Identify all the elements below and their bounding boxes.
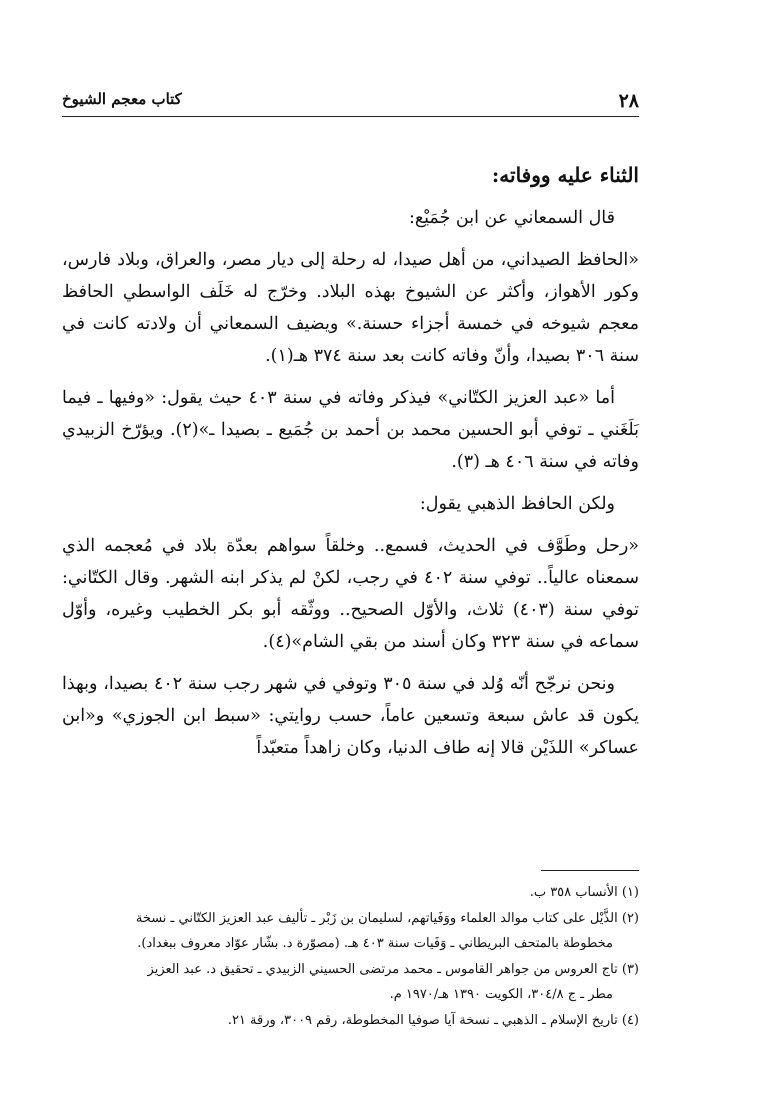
main-text — [62, 158, 639, 774]
page-number: ٢٨ — [618, 90, 639, 112]
footnote — [62, 1008, 639, 1033]
footnote-text: (٣) تاج العروس من جواهر القاموس ـ محمد مرتضى الحسيني الزبيدي ـ تحقيق د. عبد العزيز — [147, 962, 639, 977]
section-heading: الثناء عليه ووفاته: — [491, 163, 639, 187]
footnote-divider — [541, 870, 639, 871]
footnote-text: (٤) تاريخ الإسلام ـ الذهبي ـ نسخة آيا صوفيا المخطوطة، رقم ٣٠٠٩، ورقة ٢١. — [227, 1013, 639, 1028]
paragraph: أما «عبد العزيز الكتّاني» فيذكر وفاته في سنة ٤٠٣ حيث يقول: «وفيها ـ فيما بَلَغَني ـ توفي أبو الحسين محمد بن أحمد بن جُمَيع ـ بصيدا ـ»(٢). ويؤرّخ الزبيدي وفاته في سنة ٤٠٦ هـ (٣). — [62, 388, 640, 472]
footnote-continuation: مطر ـ ج ٣٠٤/٨، الكويت ١٣٩٠ هـ/١٩٧٠ م. — [389, 987, 613, 1002]
footnote — [62, 906, 639, 956]
footnote — [62, 880, 639, 905]
footnote — [62, 957, 639, 1007]
paragraph: ولكن الحافظ الذهبي يقول: — [419, 494, 615, 514]
paragraph: قال السمعاني عن ابن جُمَيْع: — [408, 208, 615, 228]
page-header — [62, 86, 639, 117]
paragraph: «الحافظ الصيداني، من أهل صيدا، له رحلة إلى ديار مصر، والعراق، وبلاد فارس، وكور الأهواز، وأكثر عن الشيوخ بهذه البلاد. وخرّج له خَلَف الواسطي الحافظ معجم شيوخه في خمسة أجزاء حسنة.» ويضيف السمعاني أن ولادته كانت في سنة ٣٠٦ بصيدا، وأنّ وفاته كانت بعد سنة ٣٧٤ هـ(١). — [62, 250, 639, 366]
paragraph: ونحن نرجّح أنّه وُلد في سنة ٣٠٥ وتوفي في شهر رجب سنة ٤٠٢ بصيدا، وبهذا يكون قد عاش سبعة وتسعين عاماً، حسب روايتي: «سبط ابن الجوزي» و«ابن عساكر» اللذَيْن قالا إنه طاف الدنيا، وكان زاهداً متعبّداً — [62, 674, 639, 758]
footnote-text: (١) الأنساب ٣٥٨ ب. — [529, 885, 639, 900]
footnote-text: (٢) الذَّيْل على كتاب موالد العلماء ووَفَياتهم، لسليمان بن زَبْر ـ تأليف عبد العزيز الكتّاني ـ نسخة — [135, 911, 639, 926]
paragraph: «رحل وطَوَّف في الحديث، فسمع.. وخلقاً سواهم بعدّة بلاد في مُعجمه الذي سمعناه عالياً.. توفي سنة ٤٠٢ في رجب، لكنْ لم يذكر ابنه الشهر. وقال الكتّاني: توفي سنة (٤٠٣) ثلاث، والأوّل الصحيح.. ووثّقه أبو بكر الخطيب وغيره، وأوّل سماعه في سنة ٣٢٣ وكان أسند من بقي الشام»(٤). — [62, 536, 639, 652]
running-title: كتاب معجم الشيوخ — [62, 90, 182, 108]
footnote-continuation: مخطوطة بالمتحف البريطاني ـ وَفَيات سنة ٤٠٣ هـ. (مصوّرة د. بشّار عوّاد معروف ببغداد). — [137, 936, 613, 951]
footnotes — [62, 880, 639, 1034]
